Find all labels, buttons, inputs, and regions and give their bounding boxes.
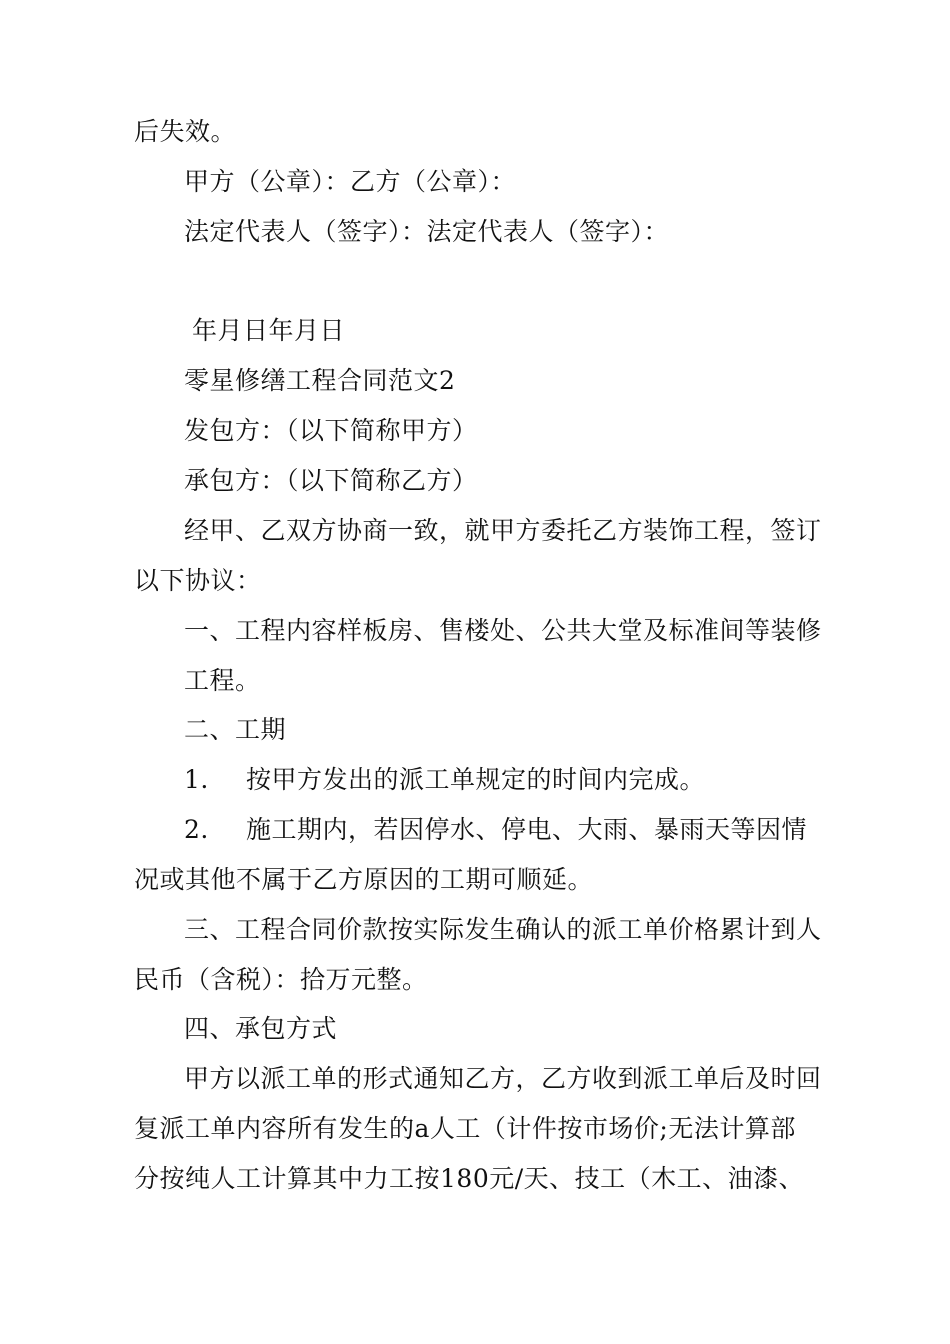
date-line: 年月日年月日 [192,316,346,345]
text-line: 经甲、乙双方协商一致，就甲方委托乙方装饰工程，签订 [184,516,822,545]
text-line: 民币（含税）：拾万元整。 [134,965,428,994]
section-heading: 二、工期 [184,715,287,744]
item-text: 施工期内，若因停水、停电、大雨、暴雨天等因情 [246,815,808,844]
numbered-item [184,764,705,796]
text-line: 承包方：（以下简称乙方） [184,466,478,495]
section-title: 零星修缮工程合同范文2 [184,366,456,395]
text-line: 一、工程内容样板房、售楼处、公共大堂及标准间等装修 [184,616,822,645]
text-line: 以下协议： [134,566,262,595]
text-line: 法定代表人（签字）：法定代表人（签字）： [184,217,670,246]
text-line: 发包方：（以下简称甲方） [184,416,478,445]
text-line: 后失效。 [134,117,237,146]
text-line: 甲方以派工单的形式通知乙方，乙方收到派工单后及时回 [184,1064,822,1093]
item-number: 2. [184,815,209,844]
text-line: 分按纯人工计算其中力工按180元/天、技工（木工、油漆、 [134,1164,805,1193]
text-line: 三、工程合同价款按实际发生确认的派工单价格累计到人 [184,915,822,944]
text-line: 工程。 [184,666,261,695]
section-heading: 四、承包方式 [184,1014,338,1043]
numbered-item [184,814,807,846]
text-line: 况或其他不属于乙方原因的工期可顺延。 [134,865,594,894]
text-line: 复派工单内容所有发生的a人工（计件按市场价;无法计算部 [134,1114,796,1143]
item-text: 按甲方发出的派工单规定的时间内完成。 [246,765,706,794]
item-number: 1. [184,765,209,794]
text-line: 甲方（公章）：乙方（公章）： [184,167,517,196]
